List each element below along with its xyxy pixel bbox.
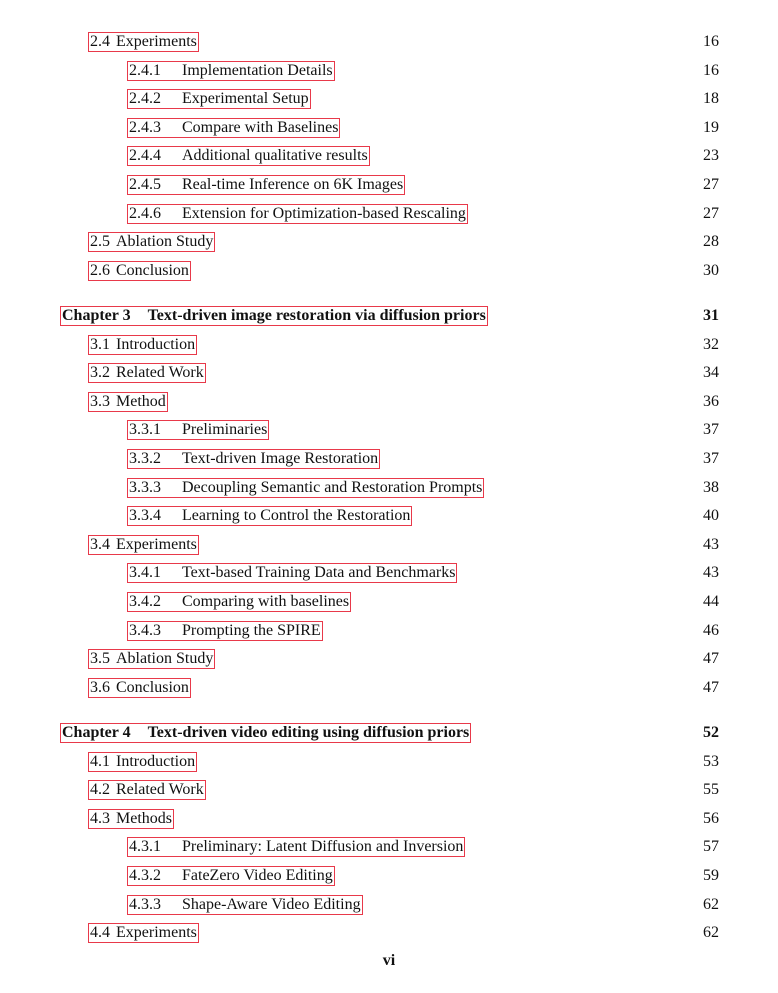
- section-number: 3.2: [90, 364, 110, 381]
- toc-link[interactable]: [88, 392, 168, 412]
- section-title: Text-driven Image Restoration: [182, 450, 379, 467]
- section-number: 2.4: [90, 33, 110, 50]
- section-title: FateZero Video Editing: [182, 867, 333, 884]
- toc-entry-2-4-4: [0, 146, 778, 168]
- toc-link[interactable]: [88, 32, 199, 52]
- page-number: 19: [703, 119, 719, 136]
- toc-entry-2-5: [0, 232, 778, 254]
- toc-entry-2-6: [0, 261, 778, 283]
- toc-entry-3-4-3: [0, 621, 778, 643]
- section-number: 3.5: [90, 650, 110, 667]
- section-title: Ablation Study: [116, 233, 214, 250]
- section-number: 4.3.3: [129, 896, 161, 913]
- toc-entry-2-4-6: [0, 204, 778, 226]
- section-number: 2.4.1: [129, 62, 161, 79]
- toc-entry-3-3: [0, 392, 778, 414]
- section-title: Methods: [116, 810, 172, 827]
- section-title: Preliminaries: [182, 421, 268, 438]
- toc-entry-3-5: [0, 649, 778, 671]
- page-number: 37: [703, 421, 719, 438]
- toc-entry-3-4-1: [0, 563, 778, 585]
- section-title: Learning to Control the Restoration: [182, 507, 411, 524]
- toc-link[interactable]: [88, 923, 199, 943]
- section-title: Introduction: [116, 753, 196, 770]
- page-number: 38: [703, 479, 719, 496]
- section-number: 4.3.2: [129, 867, 161, 884]
- section-title: Preliminary: Latent Diffusion and Inversion: [182, 838, 464, 855]
- page-number: 46: [703, 622, 719, 639]
- toc-link[interactable]: [88, 649, 215, 669]
- section-title: Introduction: [116, 336, 196, 353]
- toc-link[interactable]: [88, 752, 197, 772]
- chapter-number: Chapter 4: [62, 724, 131, 741]
- section-title: Prompting the SPIRE: [182, 622, 321, 639]
- section-title: Ablation Study: [116, 650, 214, 667]
- toc-link[interactable]: [127, 592, 351, 612]
- section-title: Comparing with baselines: [182, 593, 350, 610]
- section-number: 2.4.5: [129, 176, 161, 193]
- toc-link[interactable]: [88, 335, 197, 355]
- page-number: 47: [703, 679, 719, 696]
- section-title: Extension for Optimization-based Rescaling: [182, 205, 466, 222]
- chapter-title: Text-driven image restoration via diffusion priors: [147, 307, 486, 324]
- section-number: 3.4.3: [129, 622, 161, 639]
- page-number: 27: [703, 176, 719, 193]
- toc-link[interactable]: [127, 420, 269, 440]
- page-number: 56: [703, 810, 719, 827]
- page-number: 43: [703, 536, 719, 553]
- section-number: 4.4: [90, 924, 110, 941]
- chapter-number: Chapter 3: [62, 307, 131, 324]
- toc-link[interactable]: [127, 866, 335, 886]
- page-number: 30: [703, 262, 719, 279]
- toc-link[interactable]: [88, 261, 191, 281]
- toc-link[interactable]: [127, 146, 370, 166]
- toc-entry-3-3-3: [0, 478, 778, 500]
- toc-link[interactable]: [127, 478, 484, 498]
- toc-entry-3-4-2: [0, 592, 778, 614]
- section-title: Text-based Training Data and Benchmarks: [182, 564, 456, 581]
- page-number: 62: [703, 924, 719, 941]
- page-number: 18: [703, 90, 719, 107]
- toc-entry-4-3-2: [0, 866, 778, 888]
- section-title: Shape-Aware Video Editing: [182, 896, 361, 913]
- section-number: 4.1: [90, 753, 110, 770]
- section-title: Experimental Setup: [182, 90, 309, 107]
- section-number: 4.3: [90, 810, 110, 827]
- section-title: Related Work: [116, 781, 204, 798]
- page-number: 32: [703, 336, 719, 353]
- section-number: 3.3.4: [129, 507, 161, 524]
- toc-link[interactable]: [127, 61, 335, 81]
- page-number: 36: [703, 393, 719, 410]
- toc-entry-3-2: [0, 363, 778, 385]
- toc-link[interactable]: [127, 621, 323, 641]
- page-number: 27: [703, 205, 719, 222]
- toc-entry-3-3-4: [0, 506, 778, 528]
- section-number: 3.4.2: [129, 593, 161, 610]
- page-number: 23: [703, 147, 719, 164]
- page-number: 52: [703, 724, 719, 741]
- toc-entry-2-4-5: [0, 175, 778, 197]
- toc-link[interactable]: [88, 809, 174, 829]
- toc-link[interactable]: [60, 723, 471, 743]
- toc-link[interactable]: [127, 204, 468, 224]
- section-number: 3.3.3: [129, 479, 161, 496]
- toc-link[interactable]: [127, 175, 405, 195]
- page-number: 59: [703, 867, 719, 884]
- page-number: 28: [703, 233, 719, 250]
- section-number: 3.4.1: [129, 564, 161, 581]
- toc-link[interactable]: [88, 232, 215, 252]
- page-number: 55: [703, 781, 719, 798]
- page-number: 31: [703, 307, 719, 324]
- section-number: 2.6: [90, 262, 110, 279]
- toc-link[interactable]: [88, 780, 206, 800]
- toc-link[interactable]: [88, 678, 191, 698]
- toc-link[interactable]: [60, 306, 488, 326]
- toc-link[interactable]: [127, 837, 465, 857]
- page-number: 43: [703, 564, 719, 581]
- section-title: Decoupling Semantic and Restoration Prompts: [182, 479, 483, 496]
- toc-link[interactable]: [127, 506, 412, 526]
- toc-chapter-3: [0, 306, 778, 328]
- page-number: 37: [703, 450, 719, 467]
- section-title: Implementation Details: [182, 62, 333, 79]
- section-number: 3.3: [90, 393, 110, 410]
- toc-entry-3-3-1: [0, 420, 778, 442]
- toc-link[interactable]: [88, 363, 206, 383]
- toc-entry-4-2: [0, 780, 778, 802]
- page-number: 62: [703, 896, 719, 913]
- section-title: Experiments: [116, 924, 197, 941]
- toc-entry-4-3-1: [0, 837, 778, 859]
- toc-entry-2-4: [0, 32, 778, 54]
- section-title: Additional qualitative results: [182, 147, 368, 164]
- page-number: 16: [703, 62, 719, 79]
- page-number: 53: [703, 753, 719, 770]
- toc-entry-4-3-3: [0, 895, 778, 917]
- section-number: 3.6: [90, 679, 110, 696]
- toc-chapter-4: [0, 723, 778, 745]
- section-number: 4.3.1: [129, 838, 161, 855]
- toc-link[interactable]: [88, 535, 199, 555]
- page-folio: vi: [382, 952, 396, 969]
- page-number: 44: [703, 593, 719, 610]
- section-title: Related Work: [116, 364, 204, 381]
- toc-entry-2-4-3: [0, 118, 778, 140]
- page-number: 16: [703, 33, 719, 50]
- section-number: 4.2: [90, 781, 110, 798]
- page-number: 57: [703, 838, 719, 855]
- section-number: 3.3.2: [129, 450, 161, 467]
- section-number: 2.4.6: [129, 205, 161, 222]
- section-title: Conclusion: [116, 262, 189, 279]
- chapter-title: Text-driven video editing using diffusion priors: [147, 724, 470, 741]
- page-number: 34: [703, 364, 719, 381]
- toc-entry-2-4-1: [0, 61, 778, 83]
- section-title: Conclusion: [116, 679, 189, 696]
- section-number: 2.4.2: [129, 90, 161, 107]
- toc-entry-3-3-2: [0, 449, 778, 471]
- section-title: Compare with Baselines: [182, 119, 339, 136]
- toc-link[interactable]: [127, 449, 380, 469]
- section-title: Experiments: [116, 33, 197, 50]
- section-title: Method: [116, 393, 166, 410]
- toc-entry-3-6: [0, 678, 778, 700]
- toc-link[interactable]: [127, 895, 363, 915]
- toc-entry-3-1: [0, 335, 778, 357]
- section-number: 2.5: [90, 233, 110, 250]
- section-number: 3.1: [90, 336, 110, 353]
- toc-entry-4-4: [0, 923, 778, 945]
- section-number: 3.3.1: [129, 421, 161, 438]
- section-number: 2.4.4: [129, 147, 161, 164]
- toc-entry-2-4-2: [0, 89, 778, 111]
- toc-link[interactable]: [127, 89, 311, 109]
- toc-entry-4-3: [0, 809, 778, 831]
- page-number: 47: [703, 650, 719, 667]
- toc-entry-3-4: [0, 535, 778, 557]
- toc-entry-4-1: [0, 752, 778, 774]
- section-number: 2.4.3: [129, 119, 161, 136]
- toc-link[interactable]: [127, 563, 457, 583]
- section-title: Experiments: [116, 536, 197, 553]
- section-number: 3.4: [90, 536, 110, 553]
- toc-link[interactable]: [127, 118, 340, 138]
- page-number: 40: [703, 507, 719, 524]
- section-title: Real-time Inference on 6K Images: [182, 176, 404, 193]
